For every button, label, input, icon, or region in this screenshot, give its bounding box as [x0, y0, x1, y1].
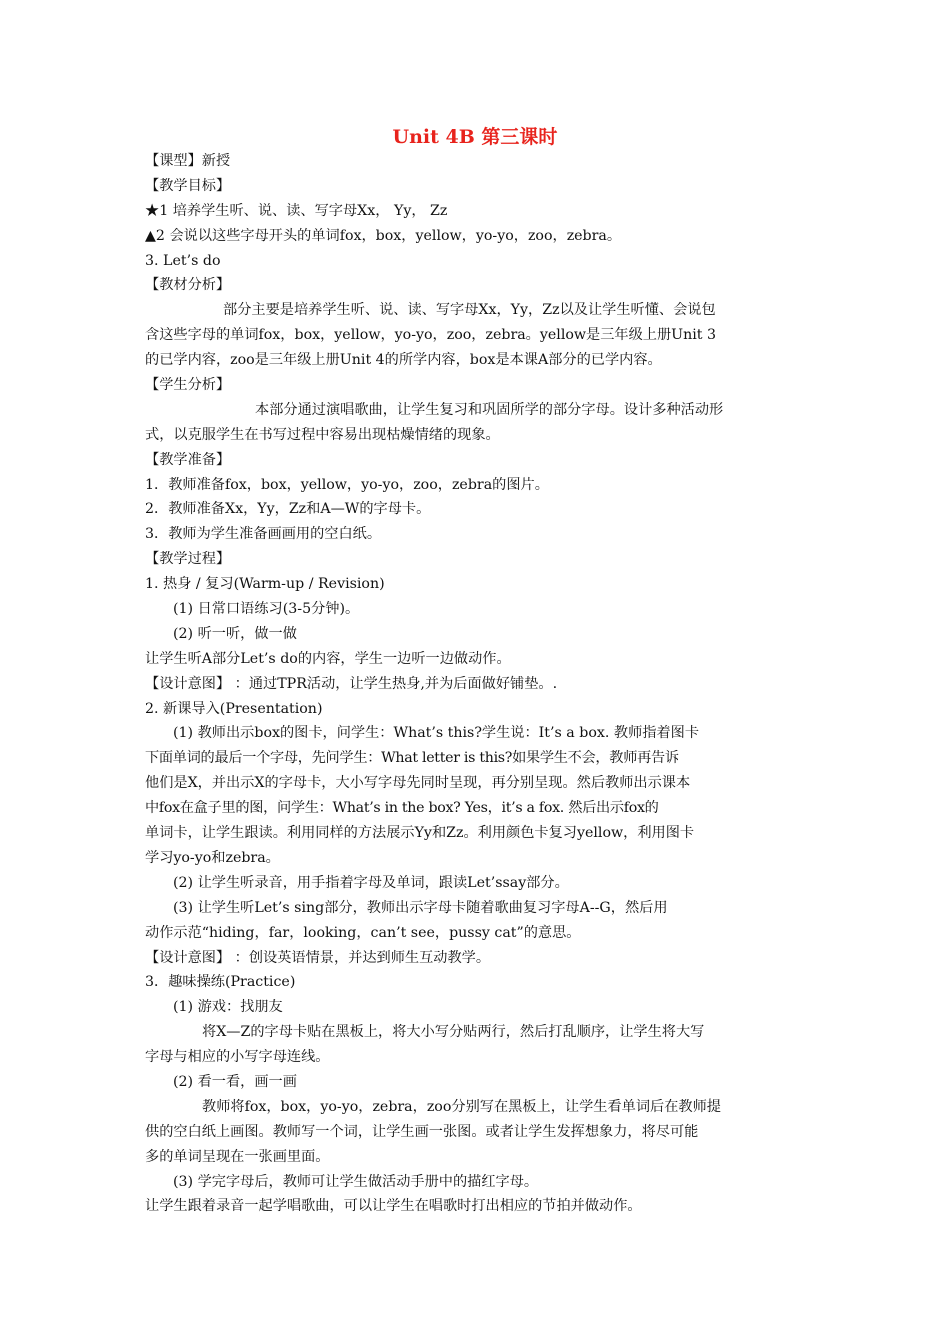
- objective-line: 3. Let’s do: [145, 252, 221, 269]
- paragraph-line: 含这些字母的单词fox，box，yellow，yo-yo，zoo，zebra。yellow是三年级上册Unit 3: [145, 327, 717, 344]
- paragraph-line: 教师将fox，box，yo-yo，zebra，zoo分别写在黑板上，让学生看单词后在教师提: [202, 1098, 721, 1115]
- section-heading-process: 【教学过程】: [145, 551, 231, 568]
- paragraph-line: 学习yo-yo和zebra。: [145, 849, 280, 866]
- document-title: Unit 4B 第三课时: [392, 126, 558, 148]
- sub-step: (3) 让学生听Let’s sing部分，教师出示字母卡随着歌曲复习字母A--G，然后用: [173, 899, 668, 916]
- paragraph-line: 中fox在盒子里的图，问学生：What’s in the box? Yes，it’s a fox. 然后出示fox的: [145, 800, 659, 817]
- paragraph-line: 部分主要是培养学生听、说、读、写字母Xx，Yy，Zz以及让学生听懂、会说包: [223, 302, 716, 319]
- step-heading: 2. 新课导入(Presentation): [145, 700, 323, 717]
- paragraph-line: 本部分通过演唱歌曲，让学生复习和巩固所学的部分字母。设计多种活动形: [255, 401, 724, 418]
- paragraph-line: 供的空白纸上画图。教师写一个词，让学生画一张图。或者让学生发挥想象力，将尽可能: [145, 1123, 699, 1140]
- step-heading: 3．趣味操练(Practice): [145, 974, 296, 991]
- sub-step: (2) 看一看，画一画: [173, 1073, 297, 1090]
- list-item: 3．教师为学生准备画画用的空白纸。: [145, 526, 382, 543]
- section-heading-material-analysis: 【教材分析】: [145, 277, 231, 294]
- paragraph-line: 下面单词的最后一个字母，先问学生：What letter is this?如果学生不会，教师再告诉: [145, 750, 679, 767]
- list-item: 1．教师准备fox，box，yellow，yo-yo，zoo，zebra的图片。: [145, 476, 549, 493]
- paragraph-line: 让学生听A部分Let’s do的内容，学生一边听一边做动作。: [145, 650, 511, 667]
- sub-step: (1) 游戏：找朋友: [173, 999, 283, 1016]
- section-heading-objectives: 【教学目标】: [145, 177, 231, 194]
- sub-step: (1) 日常口语练习(3-5分钟)。: [173, 601, 360, 618]
- section-heading-student-analysis: 【学生分析】: [145, 377, 231, 394]
- paragraph-line: 字母与相应的小写字母连线。: [145, 1049, 330, 1066]
- sub-step: (2) 听一听，做一做: [173, 625, 297, 642]
- section-heading-preparation: 【教学准备】: [145, 451, 231, 468]
- paragraph-line: 式，以克服学生在书写过程中容易出现枯燥情绪的现象。: [145, 426, 500, 443]
- paragraph-line: 将X—Z的字母卡贴在黑板上，将大小写分贴两行，然后打乱顺序，让学生将大写: [202, 1024, 705, 1041]
- objective-line: ▲2 会说以这些字母开头的单词fox，box，yellow，yo-yo，zoo，zebra。: [145, 227, 622, 244]
- sub-step: (2) 让学生听录音，用手指着字母及单词，跟读Let’ssay部分。: [173, 874, 569, 891]
- paragraph-line: 多的单词呈现在一张画里面。: [145, 1148, 330, 1165]
- sub-step: (3) 学完字母后，教师可让学生做活动手册中的描红字母。: [173, 1173, 539, 1190]
- paragraph-line: 动作示范“hiding，far，looking，can’t see，pussy cat”的意思。: [145, 924, 581, 941]
- paragraph-line: 的已学内容，zoo是三年级上册Unit 4的所学内容，box是本课A部分的已学内容。: [145, 352, 662, 369]
- document-body: [145, 149, 805, 1219]
- list-item: 2．教师准备Xx，Yy，Zz和A—W的字母卡。: [145, 501, 431, 518]
- design-intent-line: 【设计意图】 ：创设英语情景，并达到师生互动教学。: [145, 949, 491, 966]
- lesson-type-line: 【课型】新授: [145, 153, 231, 169]
- paragraph-line: 他们是X，并出示X的字母卡，大小写字母先同时呈现，再分别呈现。然后教师出示课本: [145, 775, 691, 792]
- step-heading: 1. 热身 / 复习(Warm-up / Revision): [145, 576, 385, 593]
- paragraph-line: 让学生跟着录音一起学唱歌曲，可以让学生在唱歌时打出相应的节拍并做动作。: [145, 1198, 642, 1215]
- paragraph-line: 单词卡，让学生跟读。利用同样的方法展示Yy和Zz。利用颜色卡复习yellow，利用图卡: [145, 825, 695, 842]
- sub-step: (1) 教师出示box的图卡，问学生：What’s this?学生说：It’s a box. 教师指着图卡: [173, 725, 700, 742]
- design-intent-line: 【设计意图】 ：通过TPR活动，让学生热身,并为后面做好铺垫。.: [145, 675, 558, 692]
- objective-line: ★1 培养学生听、说、读、写字母Xx， Yy， Zz: [145, 202, 448, 219]
